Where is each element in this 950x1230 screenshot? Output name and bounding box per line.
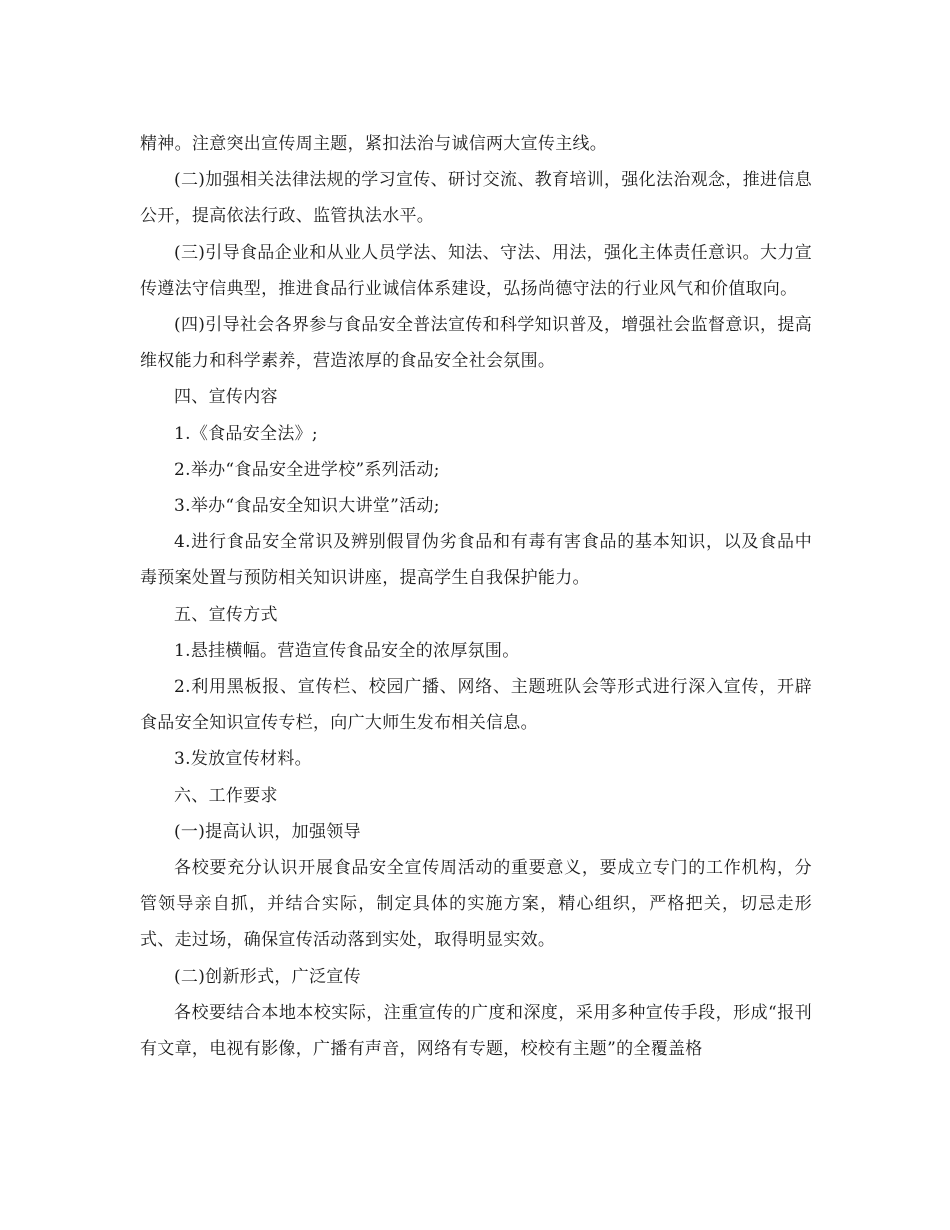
list-item: 1.《食品安全法》; [174,423,318,444]
list-item: 1.悬挂横幅。营造宣传食品安全的浓厚氛围。 [174,640,520,661]
body-paragraph: 各校要结合本地本校实际，注重宣传的广度和深度，采用多种宣传手段，形成“报刊有文章，电视有影像，广播有声音，网络有专题，校校有主题”的全覆盖格 [140,1002,812,1060]
body-paragraph: 各校要充分认识开展食品安全宣传周活动的重要意义，要成立专门的工作机构，分管领导亲自抓，并结合实际，制定具体的实施方案，精心组织，严格把关，切忌走形式、走过场，确保宣传活动落到实处，取得明显实效。 [140,858,812,951]
paragraph-item-4: (四)引导社会各界参与食品安全普法宣传和科学知识普及，增强社会监督意识，提高维权能力和科学素养，营造浓厚的食品安全社会氛围。 [140,315,812,372]
paragraph-item-2: (二)加强相关法律法规的学习宣传、研讨交流、教育培训，强化法治观念，推进信息公开，提高依法行政、监管执法水平。 [140,170,812,227]
subheading: (二)创新形式，广泛宣传 [174,966,361,987]
list-item: 2.举办“食品安全进学校”系列活动; [174,459,440,480]
section-heading-requirements: 六、工作要求 [174,785,278,806]
section-heading-content: 四、宣传内容 [174,387,278,408]
list-item: 3.发放宣传材料。 [174,749,312,770]
paragraph-continuation: 精神。注意突出宣传周主题，紧扣法治与诚信两大宣传主线。 [140,134,608,154]
document-body [140,126,812,1067]
list-item: 2.利用黑板报、宣传栏、校园广播、网络、主题班队会等形式进行深入宣传，开辟食品安全知识宣传专栏，向广大师生发布相关信息。 [140,677,812,734]
list-item: 4.进行食品安全常识及辨别假冒伪劣食品和有毒有害食品的基本知识，以及食品中毒预案处置与预防相关知识讲座，提高学生自我保护能力。 [140,532,812,589]
list-item: 3.举办“食品安全知识大讲堂”活动; [174,496,440,517]
paragraph-item-3: (三)引导食品企业和从业人员学法、知法、守法、用法，强化主体责任意识。大力宣传遵法守信典型，推进食品行业诚信体系建设，弘扬尚德守法的行业风气和价值取向。 [140,242,812,299]
section-heading-methods: 五、宣传方式 [174,604,278,625]
subheading: (一)提高认识，加强领导 [174,821,361,842]
